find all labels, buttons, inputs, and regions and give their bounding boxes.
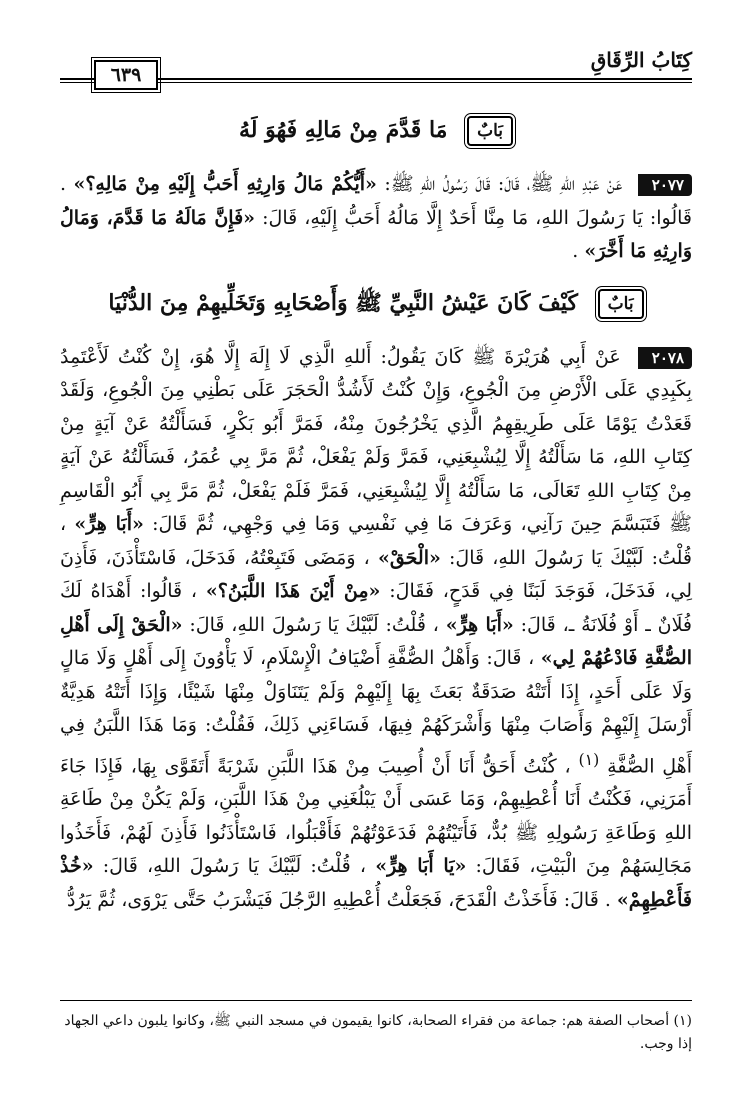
hadith-text: . قَالُوا: يَا رَسُولَ اللهِ، مَا مِنَّا أَحَدٌ إِلَّا مَالُهُ أَحَبُّ إِلَيْهِ، قَالَ: [60,173,692,229]
footnote [60,1010,692,1056]
book-title: كِتَابُ الرِّقَاقِ [590,48,692,72]
hadith-text: . [572,240,579,262]
hadith-text: . قَالَ: فَأَخَذْتُ الْقَدَحَ، فَجَعَلْتُ أُعْطِيهِ الرَّجُلَ فَيَشْرَبُ حَتَّى يَرْوَى، ثُمَّ يَرُدُّ [66,888,611,911]
hadith-text: ، كُنْتُ أَحَقُّ أَنَا أَنْ أُصِيبَ مِنْ هَذَا اللَّبَنِ شَرْبَةً أَتَقَوَّى بِهَا، فَإِذَا جَاءَ أَمَرَنِي، فَكُنْتُ أَنَا أُعْطِيهِمْ، وَمَا عَسَى أَنْ يَبْلُغَنِي مِنْ هَذَا اللَّبَنِ، وَلَمْ يَكُنْ مِنْ طَاعَةِ اللهِ وَطَاعَةِ رَسُولِهِ ﷺ بُدٌّ، فَأَتَيْتُهُمْ فَدَعَوْتُهُمْ فَأَقْبَلُوا، فَاسْتَأْذَنُوا فَأَذِنَ لَهُمْ، فَأَخَذُوا مَجَالِسَهُمْ مِنَ الْبَيْتِ، فَقَالَ: [60,754,692,878]
prophet-quote: «خُذْ فَأَعْطِهِمْ» [60,855,692,911]
prophet-quote: «فَإِنَّ مَالَهُ مَا قَدَّمَ، وَمَالُ وَارِثِهِ مَا أَخَّرَ» [60,206,692,262]
hadith-text: ، وَمَضَى فَتَبِعْتُهُ، فَدَخَلَ، فَاسْتَأْذَنَ، فَأَذِنَ لِي، فَدَخَلَ، فَوَجَدَ لَبَنًا فِي قَدَحٍ، فَقَالَ: [60,546,692,602]
footnote-divider [60,1000,692,1001]
footnote-marker[interactable]: (١) [578,749,600,769]
hadith-text: ، قُلْتُ: لَبَّيْكَ يَا رَسُولَ اللهِ، قَالَ: [60,513,693,569]
chapter-heading [60,110,692,150]
hadith-number: ٢٠٧٧ [638,174,692,196]
prophet-quote: «الْحَقْ» [377,546,441,569]
hadith-text: ، قَالُوا: أَهْدَاهُ لَكَ فُلَانٌ ـ أَوْ فُلَانَةُ ـ، قَالَ: [60,580,692,636]
page-number: ٦٣٩ [94,60,158,90]
footnotes [60,1010,692,1056]
prophet-quote: «الْحَقْ إِلَى أَهْلِ الصُّفَّةِ فَادْعُهُمْ لِي» [60,613,692,669]
prophet-quote: «أَبَا هِرٍّ» [445,613,514,636]
chapter-title: مَا قَدَّمَ مِنْ مَالِهِ فَهُوَ لَهُ [238,117,448,143]
hadith-paragraph [60,341,692,918]
chapter-heading [60,283,692,323]
prophet-quote: «أَبَا هِرٍّ» [74,513,144,535]
bab-label: بَابٌ [467,116,513,146]
page-body [60,110,692,931]
footnote-text: (١) أصحاب الصفة هم: جماعة من فقراء الصحابة، كانوا يقيمون في مسجد النبي ﷺ، وكانوا يلبون داعي الجهاد إذا وجب. [64,1013,692,1052]
hadith-text: ، قُلْتُ: لَبَّيْكَ يَا رَسُولَ اللهِ، قَالَ: [93,855,367,878]
hadith-text: عَنْ أَبِي هُرَيْرَةَ ﷺ كَانَ يَقُولُ: أَللهِ الَّذِي لَا إِلَهَ إِلَّا هُوَ، إِنْ كُنْتُ لَأَعْتَمِدُ بِكَبِدِي عَلَى الْأَرْضِ مِنَ الْجُوعِ، وَإِنْ كُنْتُ لَأَشُدُّ الْحَجَرَ عَلَى بَطْنِي مِنَ الْجُوعِ، وَلَقَدْ قَعَدْتُ يَوْمًا عَلَى طَرِيقِهِمُ الَّذِي يَخْرُجُونَ مِنْهُ، فَمَرَّ أَبُو بَكْرٍ، فَسَأَلْتُهُ عَنْ آيَةٍ مِنْ كِتَابِ اللهِ، مَا سَأَلْتُهُ إِلَّا لِيُشْبِعَنِي، فَمَرَّ وَلَمْ يَفْعَلْ، ثُمَّ مَرَّ بِي عُمَرُ، فَسَأَلْتُهُ عَنْ آيَةٍ مِنْ كِتَابِ اللهِ تَعَالَى، مَا سَأَلْتُهُ إِلَّا لِيُشْبِعَنِي، فَمَرَّ فَلَمْ يَفْعَلْ، ثُمَّ مَرَّ بِي أَبُو الْقَاسِمِ ﷺ فَتَبَسَّمَ حِينَ رَآنِي، وَعَرَفَ مَا فِي نَفْسِي وَمَا فِي وَجْهِي، ثُمَّ قَالَ: [60,345,692,535]
hadith-text: ، قُلْتُ: لَبَّيْكَ يَا رَسُولَ اللهِ، قَالَ: [182,613,439,636]
prophet-quote: «أَيُّكُمْ مَالُ وَارِثِهِ أَحَبُّ إِلَيْهِ مِنْ مَالِهِ؟» [73,173,377,195]
hadith-number: ٢٠٧٨ [638,347,692,369]
hadith-paragraph [60,168,692,269]
prophet-quote: «يَا أَبَا هِرٍّ» [375,855,467,878]
prophet-quote: «مِنْ أَيْنَ هَذَا اللَّبَنُ؟» [205,580,381,602]
running-header [60,40,692,88]
bab-label: بَابٌ [598,289,644,319]
chapter-title: كَيْفَ كَانَ عَيْشُ النَّبِيِّ ﷺ وَأَصْحَابِهِ وَتَخَلِّيهِمْ مِنَ الدُّنْيَا [108,289,578,316]
hadith-text: عَنْ عَبْدِ اللهِ ﷺ، قَالَ: قَالَ رَسُولُ اللهِ ﷺ: [376,173,623,195]
hadith-text: ، قَالَ: وَأَهْلُ الصُّفَّةِ أَضْيَافُ الْإِسْلَامِ، لَا يَأْوُونَ إِلَى أَهْلٍ وَلَا مَالٍ وَلَا عَلَى أَحَدٍ، إِذَا أَتَتْهُ صَدَقَةٌ بَعَثَ بِهَا إِلَيْهِمْ وَلَمْ يَتَنَاوَلْ مِنْهَا شَيْئًا، وَإِذَا أَتَتْهُ هَدِيَّةٌ أَرْسَلَ إِلَيْهِمْ وَأَصَابَ مِنْهَا وَأَشْرَكَهُمْ فِيهَا، فَسَاءَنِي ذَلِكَ، فَقُلْتُ: وَمَا هَذَا اللَّبَنُ فِي أَهْلِ الصُّفَّةِ [60,647,692,777]
